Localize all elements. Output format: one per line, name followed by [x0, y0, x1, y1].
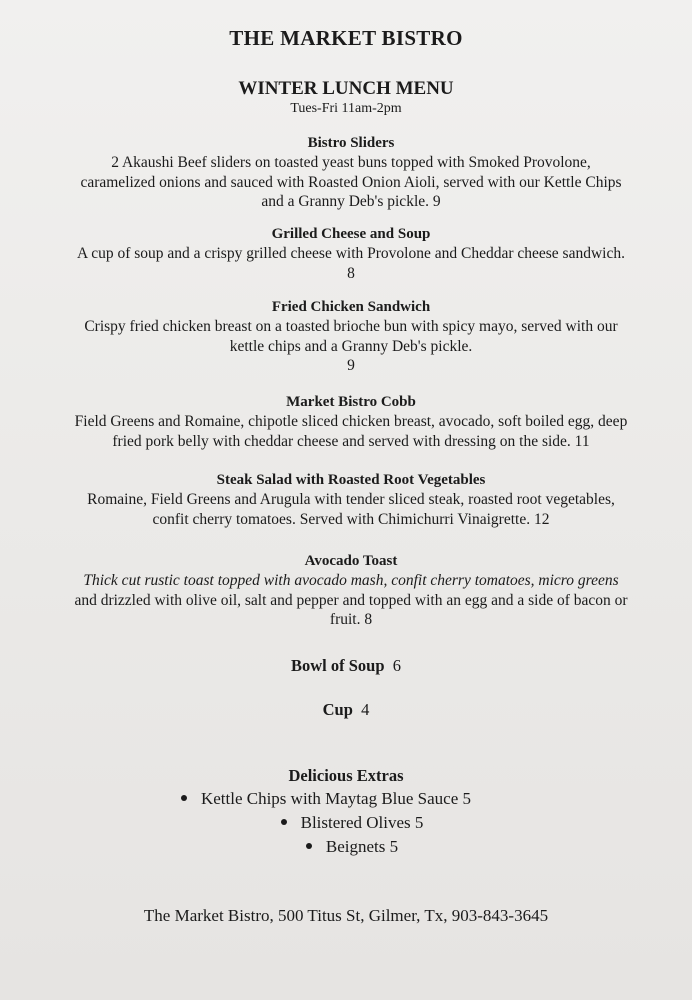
menu-item-fried-chicken [20, 298, 682, 376]
item-name: Fried Chicken Sandwich [271, 299, 431, 315]
menu-item-grilled-cheese [20, 225, 682, 283]
item-name: Cup [322, 700, 353, 719]
bullet-icon [281, 819, 287, 825]
item-desc-line: confit cherry tomatoes. Served with Chimichurri Vinaigrette. 12 [152, 510, 550, 528]
item-desc-line: 9 [347, 357, 355, 374]
menu-item-steak-salad [20, 471, 682, 529]
extra-item-olives [0, 813, 692, 833]
item-desc-line: 2 Akaushi Beef sliders on toasted yeast buns topped with Smoked Provolone, [111, 154, 591, 171]
menu-item-bowl-of-soup [0, 656, 692, 676]
item-desc-line: Crispy fried chicken breast on a toasted brioche bun with spicy mayo, served with our [84, 318, 618, 335]
footer-address: The Market Bistro, 500 Titus St, Gilmer, Tx, 903-843-3645 [143, 906, 549, 925]
item-desc-line: Thick cut rustic toast topped with avocado mash, confit cherry tomatoes, micro greens [83, 572, 619, 589]
extra-item-beignets [0, 837, 692, 857]
restaurant-title: THE MARKET BISTRO [229, 26, 463, 50]
item-desc-line: Field Greens and Romaine, chipotle sliced chicken breast, avocado, soft boiled egg, deep [74, 413, 628, 430]
item-desc-line: fried pork belly with cheddar cheese and served with dressing on the side. 11 [112, 432, 590, 450]
item-desc-line: kettle chips and a Granny Deb's pickle. [229, 337, 473, 355]
item-desc-line: 8 [347, 264, 355, 282]
bullet-icon [306, 843, 312, 849]
menu-item-bistro-sliders [20, 134, 682, 212]
menu-hours: Tues-Fri 11am-2pm [290, 101, 402, 116]
item-name: Bistro Sliders [307, 135, 395, 151]
extra-label: Blistered Olives 5 [300, 813, 424, 832]
menu-title: WINTER LUNCH MENU [238, 78, 454, 99]
extra-label: Beignets 5 [325, 837, 399, 856]
item-name: Steak Salad with Roasted Root Vegetables [216, 472, 486, 488]
item-desc-line: Romaine, Field Greens and Arugula with tender sliced steak, roasted root vegetables, [87, 491, 615, 508]
item-price: 6 [392, 656, 402, 675]
item-name: Market Bistro Cobb [286, 394, 416, 410]
menu-item-cobb [20, 393, 682, 451]
item-name: Avocado Toast [304, 553, 398, 569]
extra-label: Kettle Chips with Maytag Blue Sauce 5 [200, 789, 472, 808]
item-desc-line: fruit. 8 [329, 611, 373, 628]
menu-item-cup [0, 700, 692, 720]
item-desc-line: and a Granny Deb's pickle. 9 [261, 193, 441, 210]
item-name: Bowl of Soup [290, 656, 385, 675]
item-desc-line: and drizzled with olive oil, salt and pepper and topped with an egg and a side of bacon or [74, 591, 628, 609]
item-name: Grilled Cheese and Soup [271, 226, 431, 242]
bullet-icon [181, 795, 187, 801]
menu-item-avocado-toast [20, 552, 682, 630]
extra-item-kettle-chips [0, 789, 692, 809]
item-desc-line: A cup of soup and a crispy grilled cheese with Provolone and Cheddar cheese sandwich. [77, 245, 625, 262]
item-price: 4 [361, 700, 370, 719]
item-desc-line: caramelized onions and sauced with Roasted Onion Aioli, served with our Kettle Chips [80, 173, 622, 191]
extras-title: Delicious Extras [288, 766, 404, 785]
